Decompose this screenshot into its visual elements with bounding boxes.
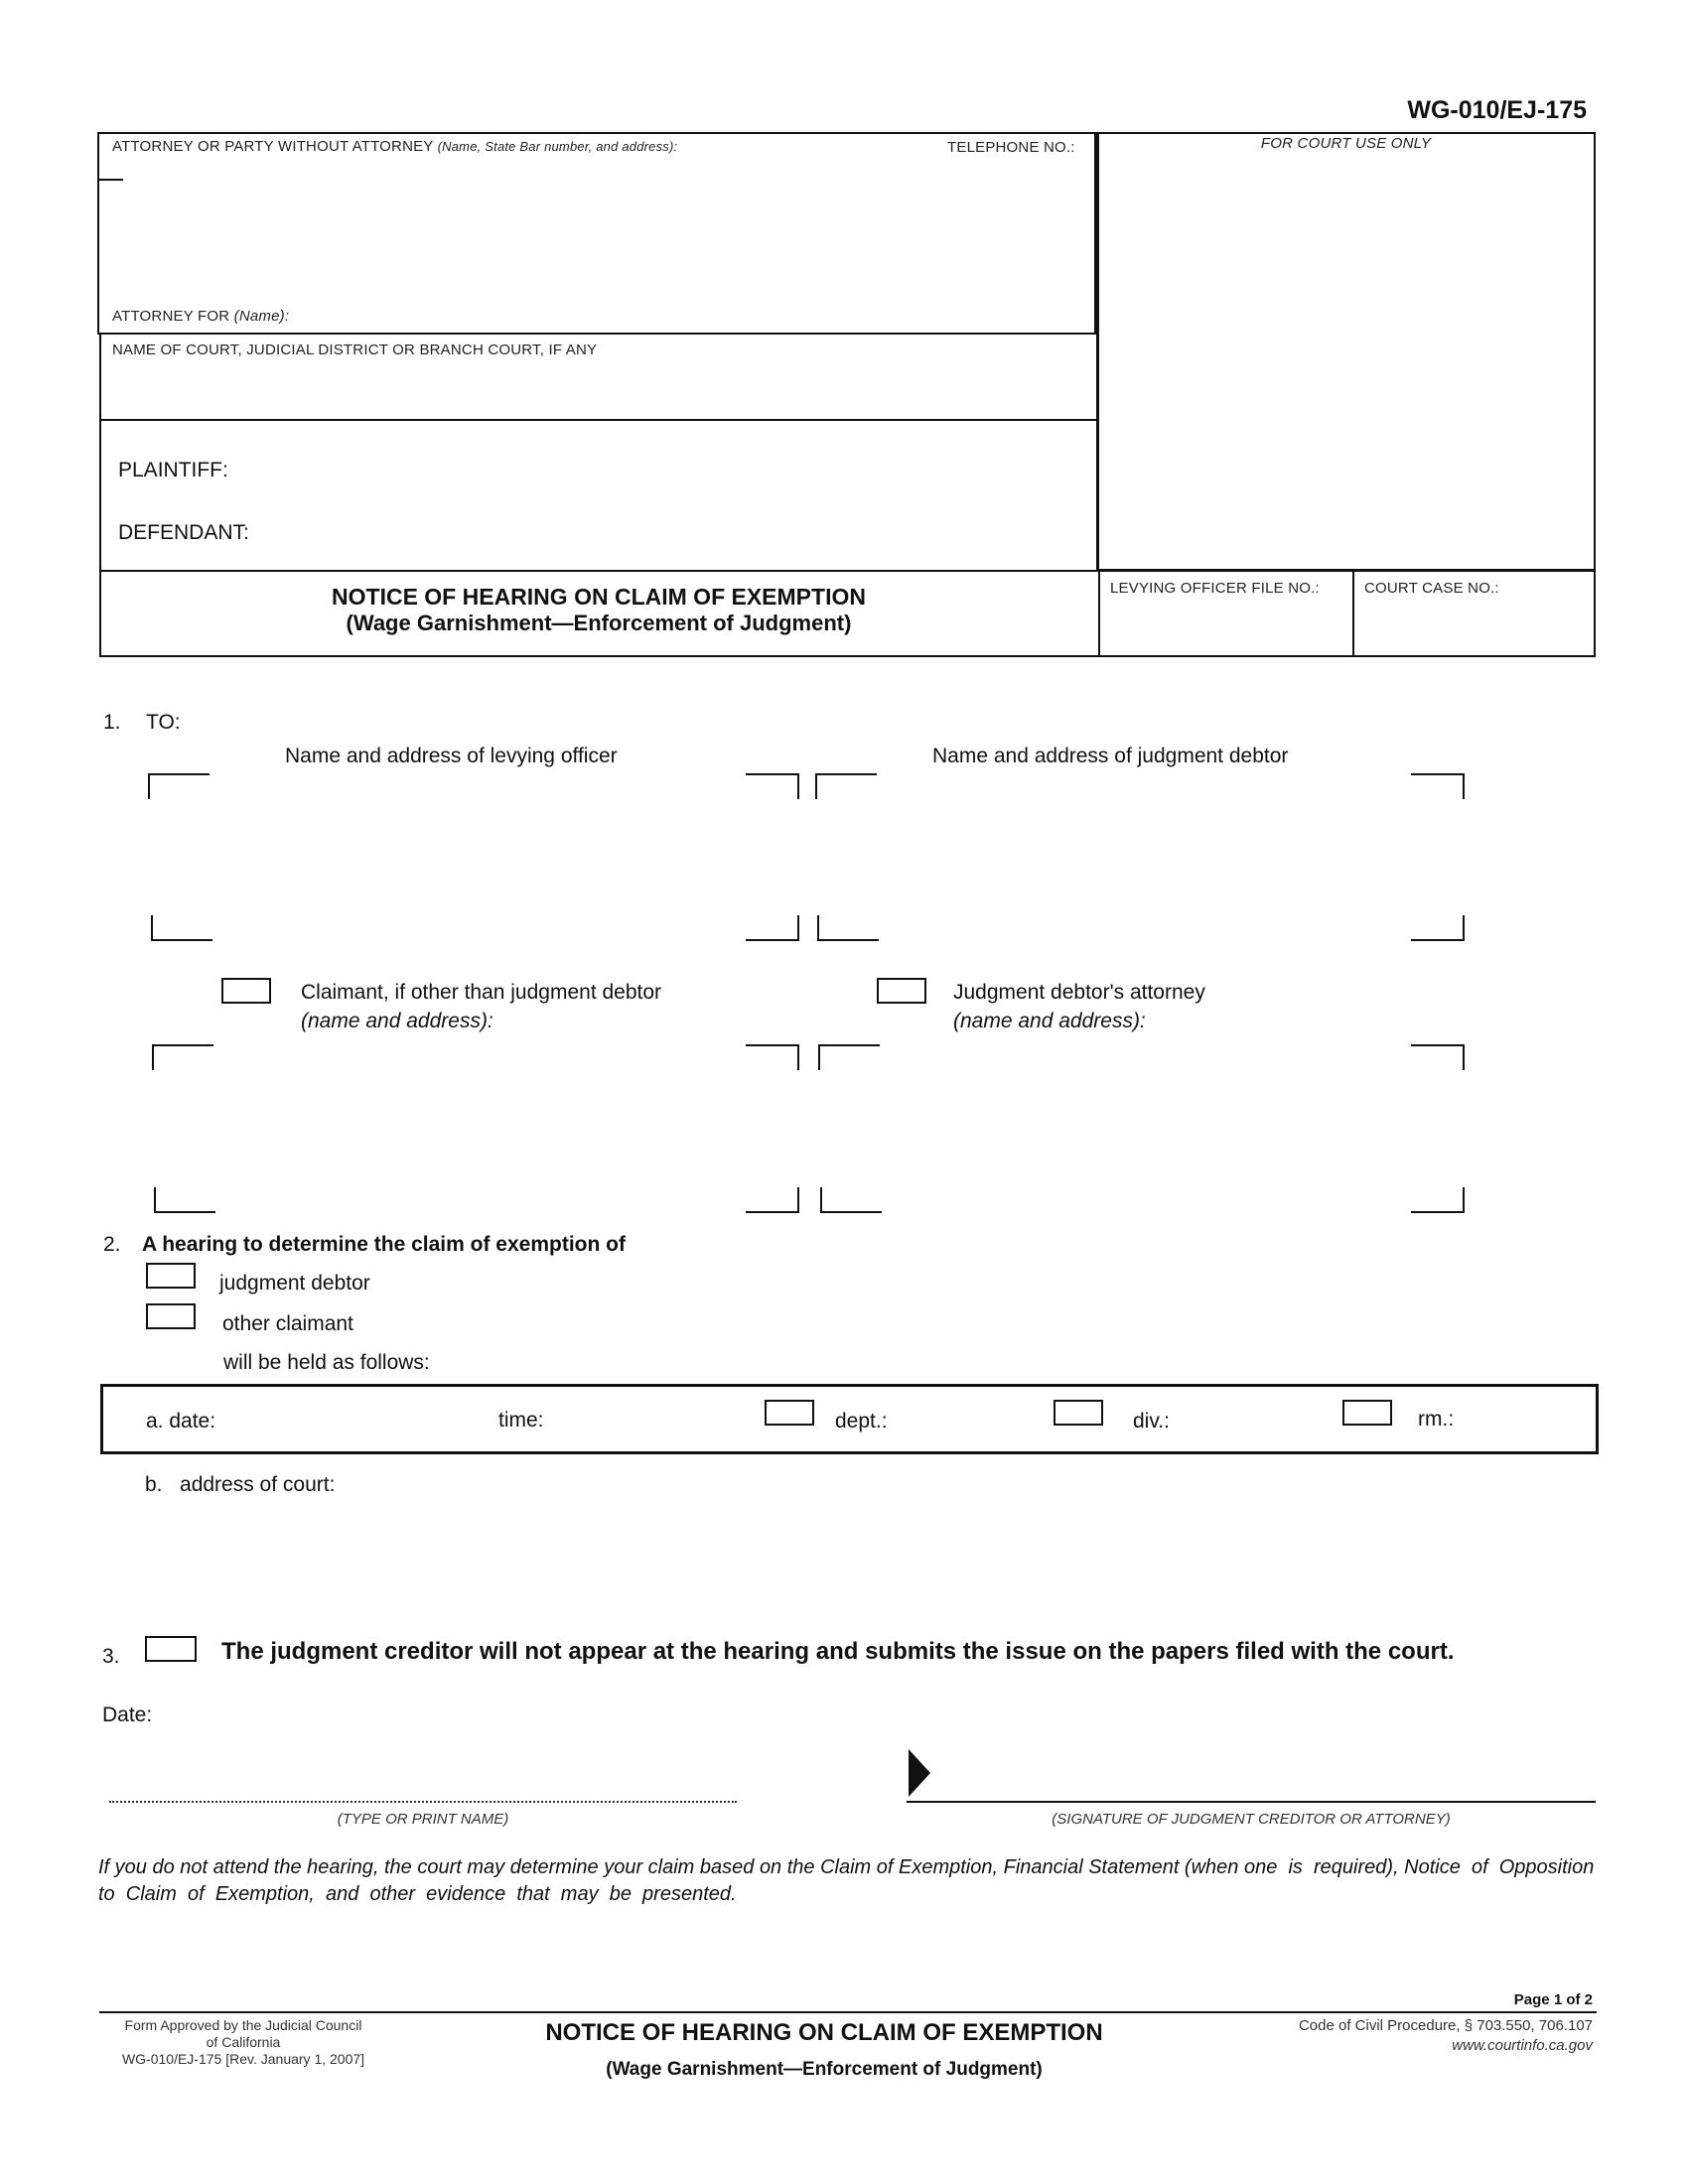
- div-label: div.:: [1133, 1410, 1170, 1433]
- footer-subtitle: (Wage Garnishment—Enforcement of Judgment): [606, 2059, 1043, 2080]
- attorney-for-label: ATTORNEY FOR (Name):: [112, 308, 290, 325]
- footer-code: Code of Civil Procedure, § 703.550, 706.107: [1298, 2017, 1593, 2034]
- section2-number: 2.: [103, 1233, 121, 1256]
- debtor-attorney-address[interactable]: [829, 1067, 1455, 1196]
- levying-officer-label: Name and address of levying officer: [285, 745, 618, 767]
- footer-approved-line1: Form Approved by the Judicial Council: [124, 2017, 362, 2033]
- form-subtitle: (Wage Garnishment—Enforcement of Judgment): [346, 611, 852, 635]
- footer-approved-line3: WG-010/EJ-175 [Rev. January 1, 2007]: [121, 2051, 365, 2067]
- type-print-name-line[interactable]: [109, 1801, 737, 1803]
- div-checkbox[interactable]: [1054, 1400, 1103, 1426]
- court-use-label: FOR COURT USE ONLY: [1260, 135, 1432, 152]
- footer-approved: [99, 2017, 387, 2068]
- debtor-attorney-checkbox[interactable]: [877, 978, 926, 1004]
- time-label: time:: [498, 1409, 544, 1432]
- date-signed-label: Date:: [102, 1704, 153, 1726]
- case-divider: [1352, 570, 1354, 657]
- debtor-attorney-note: (name and address):: [953, 1010, 1146, 1032]
- plaintiff-label: PLAINTIFF:: [118, 459, 228, 481]
- dept-checkbox[interactable]: [765, 1400, 814, 1426]
- rm-checkbox[interactable]: [1342, 1400, 1392, 1426]
- other-claimant-checkbox[interactable]: [146, 1303, 196, 1329]
- debtor-attorney-label: Judgment debtor's attorney: [953, 981, 1205, 1004]
- footer-website[interactable]: www.courtinfo.ca.gov: [1452, 2037, 1593, 2054]
- court-use-box: [1096, 132, 1596, 571]
- section3-number: 3.: [102, 1645, 120, 1668]
- date-label: a. date:: [146, 1410, 216, 1433]
- signature-label: (SIGNATURE OF JUDGMENT CREDITOR OR ATTORNEY): [1052, 1811, 1451, 1828]
- page-number: Page 1 of 2: [1513, 1991, 1593, 2008]
- no-appearance-checkbox[interactable]: [145, 1636, 197, 1662]
- to-label: TO:: [146, 711, 181, 734]
- levying-officer-address[interactable]: [159, 794, 784, 923]
- address-of-court-label: b. address of court:: [145, 1473, 336, 1496]
- rm-label: rm.:: [1418, 1408, 1455, 1431]
- judgment-debtor-checkbox[interactable]: [146, 1263, 196, 1289]
- section1-number: 1.: [103, 711, 121, 734]
- other-claimant-option: other claimant: [222, 1312, 353, 1335]
- hearing-date-field[interactable]: [223, 1400, 472, 1439]
- footer-title: NOTICE OF HEARING ON CLAIM OF EXEMPTION: [545, 2019, 1103, 2046]
- signature-line[interactable]: [907, 1801, 1596, 1803]
- claimant-label: Claimant, if other than judgment debtor: [301, 981, 662, 1004]
- attorney-label: ATTORNEY OR PARTY WITHOUT ATTORNEY (Name, State Bar number, and address):: [112, 138, 678, 155]
- telephone-label: TELEPHONE NO.:: [947, 139, 1075, 156]
- title-divider: [1098, 570, 1100, 657]
- form-number: WG-010/EJ-175: [1407, 96, 1587, 124]
- levying-file-label: LEVYING OFFICER FILE NO.:: [1110, 580, 1320, 597]
- judgment-debtor-address[interactable]: [824, 794, 1450, 923]
- type-print-label: (TYPE OR PRINT NAME): [337, 1811, 509, 1828]
- address-of-court-field[interactable]: [348, 1469, 1539, 1588]
- dept-label: dept.:: [835, 1410, 888, 1433]
- held-as-follows: will be held as follows:: [223, 1351, 430, 1374]
- claimant-checkbox[interactable]: [221, 978, 271, 1004]
- footer-approved-line2: of California: [206, 2034, 281, 2050]
- notice-text: If you do not attend the hearing, the court may determine your claim based on the Claim of Exemption, Financial Statement (when one is required), Notice of Opposition to Claim of Exemption, and other evidence that may be presented.: [98, 1856, 1606, 1905]
- footer-rule: [99, 2011, 1597, 2013]
- section3-text: The judgment creditor will not appear at the hearing and submits the issue on the papers filed with the court.: [221, 1638, 1455, 1665]
- form-title: NOTICE OF HEARING ON CLAIM OF EXEMPTION: [332, 584, 866, 610]
- court-case-label: COURT CASE NO.:: [1364, 580, 1499, 597]
- judgment-debtor-option: judgment debtor: [219, 1272, 370, 1295]
- judgment-debtor-label: Name and address of judgment debtor: [932, 745, 1289, 767]
- defendant-label: DEFENDANT:: [118, 521, 249, 544]
- attorney-name-field[interactable]: [111, 159, 925, 298]
- court-name-label: NAME OF COURT, JUDICIAL DISTRICT OR BRANCH COURT, IF ANY: [112, 341, 598, 358]
- section2-heading: A hearing to determine the claim of exemption of: [142, 1233, 626, 1256]
- parties-box: [99, 419, 1098, 572]
- signature-arrow-icon: [909, 1749, 930, 1797]
- claimant-address[interactable]: [164, 1067, 789, 1196]
- claimant-note: (name and address):: [301, 1010, 493, 1032]
- hearing-time-field[interactable]: [556, 1400, 755, 1439]
